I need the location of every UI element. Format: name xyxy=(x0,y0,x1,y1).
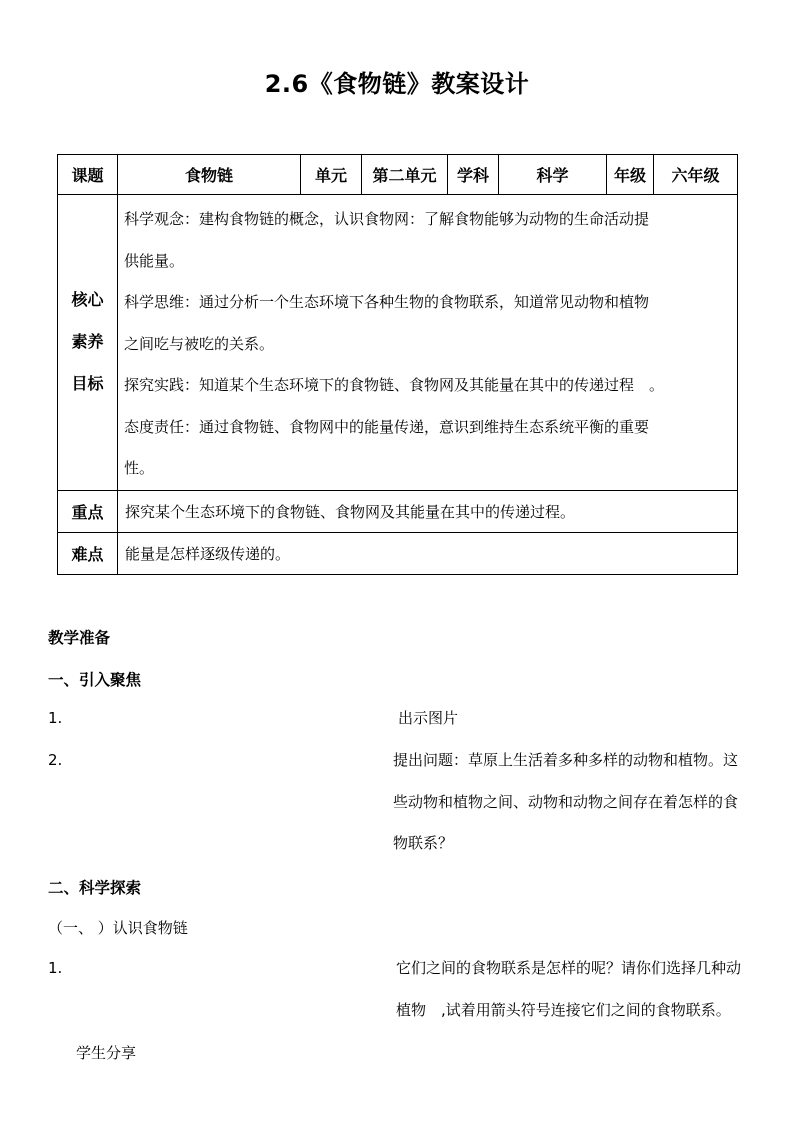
list-item xyxy=(48,740,738,865)
core-goals-text xyxy=(118,195,738,491)
label-lesson: 课题 xyxy=(58,155,118,195)
label-subject: 学科 xyxy=(448,155,499,195)
core-line: 供能量。 xyxy=(124,251,185,270)
unit-value: 第二单元 xyxy=(362,155,448,195)
core-label-line: 核心 xyxy=(71,290,104,310)
page-title: 2.6《食物链》教案设计 xyxy=(264,70,530,98)
list-item xyxy=(48,698,748,740)
core-line: 之间吃与被吃的关系。 xyxy=(124,334,275,353)
core-line: 态度责任：通过食物链、食物网中的能量传递，意识到维持生态系统平衡的重要 xyxy=(124,417,650,436)
list-item xyxy=(48,948,744,1031)
core-goals-label xyxy=(58,195,118,491)
lesson-value: 食物链 xyxy=(118,155,301,195)
key-point-text: 探究某个生态环境下的食物链、食物网及其能量在其中的传递过程。 xyxy=(118,490,738,532)
subject-value: 科学 xyxy=(499,155,607,195)
core-label-line: 素养 xyxy=(71,332,104,352)
core-line: 科学观念：建构食物链的概念，认识食物网：了解食物能够为动物的生命活动提 xyxy=(124,210,650,228)
core-goals-row xyxy=(58,195,738,491)
key-point-row xyxy=(58,490,738,532)
core-line: 探究实践：知道某个生态环境下的食物链、食物网及其能量在其中的传递过程 。 xyxy=(124,376,665,394)
lesson-info-table xyxy=(57,154,738,575)
core-line: 科学思维：通过分析一个生态环境下各种生物的食物联系，知道常见动物和植物 xyxy=(124,293,650,311)
heading-prep: 教学准备 xyxy=(48,629,111,647)
subheading-food-chain: （一、 ）认识食物链 xyxy=(48,919,188,937)
list-number: 1. xyxy=(48,709,63,727)
list-text: 提出问题：草原上生活着多种多样的动物和植物。这些动物和植物之间、动物和动物之间存在着怎样的食物联系？ xyxy=(393,751,739,852)
table-header-row xyxy=(58,155,738,195)
list-text: 它们之间的食物联系是怎样的呢？请你们选择几种动植物 ,试着用箭头符号连接它们之间的食物联系。 xyxy=(396,959,742,1019)
list-text: 出示图片 xyxy=(398,709,459,727)
key-point-label: 重点 xyxy=(58,490,118,532)
core-label-line: 目标 xyxy=(71,374,104,394)
difficulty-text: 能量是怎样逐级传递的。 xyxy=(118,532,738,574)
core-line: 性。 xyxy=(124,459,155,477)
label-unit: 单元 xyxy=(301,155,362,195)
difficulty-label: 难点 xyxy=(58,532,118,574)
difficulty-row xyxy=(58,532,738,574)
grade-value: 六年级 xyxy=(654,155,738,195)
heading-section-1: 一、引入聚焦 xyxy=(48,671,142,689)
heading-section-2: 二、科学探索 xyxy=(48,879,142,897)
label-grade: 年级 xyxy=(607,155,654,195)
student-share-text: 学生分享 xyxy=(76,1044,137,1062)
list-number: 1. xyxy=(48,959,63,977)
list-number: 2. xyxy=(48,751,63,769)
